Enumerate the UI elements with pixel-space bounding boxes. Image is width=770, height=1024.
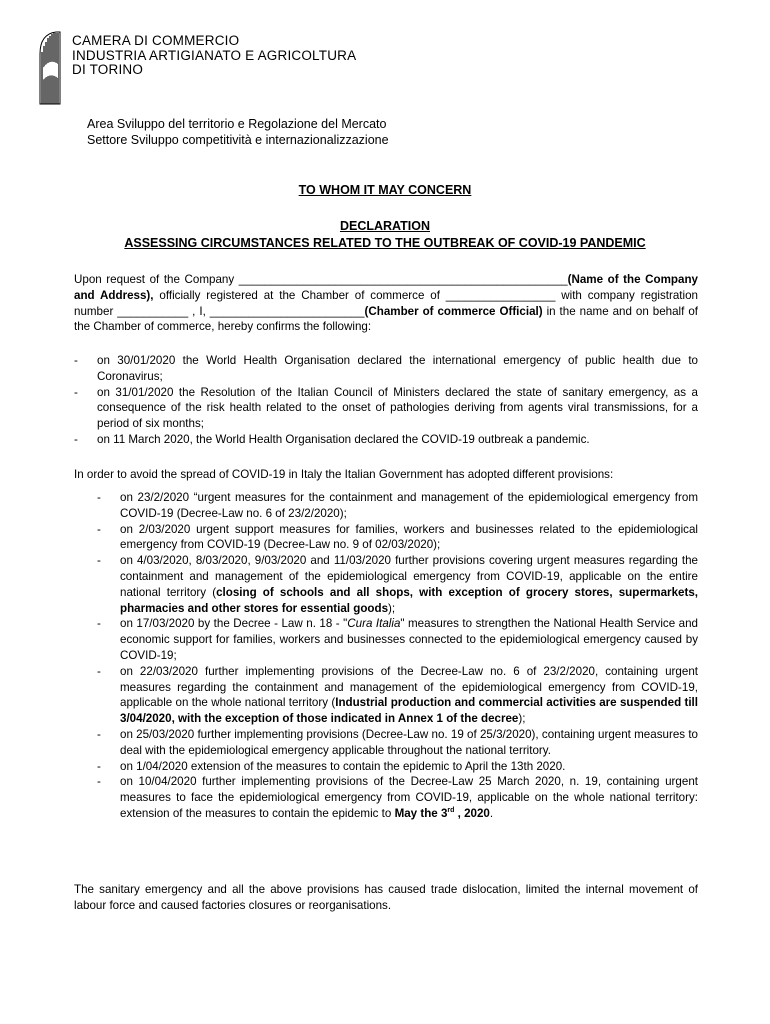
title-subtitle: ASSESSING CIRCUMSTANCES RELATED TO THE OUTBREAK OF COVID-19 PANDEMIC: [124, 236, 646, 250]
title-concern: TO WHOM IT MAY CONCERN: [298, 183, 472, 197]
provision-text: on 22/03/2020 further implementing provisions of the Decree-Law no. 6 of 23/2/2020, containing urgent measures regarding the containment and management of the epidemiological emergency from COVID-19, applicable on the whole national territory (: [120, 664, 698, 710]
provision-item: [97, 774, 698, 821]
provision-item: - on 2/03/2020 urgent support measures for families, workers and businesses related to the epidemiological emergency from COVID-19 (Decree-Law no. 9 of 02/03/2020);: [97, 522, 698, 554]
org-line-2: INDUSTRIA ARTIGIANATO E AGRICOLTURA: [72, 47, 357, 63]
date-text: May the 3: [394, 806, 448, 820]
fact-item: - on 31/01/2020 the Resolution of the Italian Council of Ministers declared the state of sanitary emergency, as a consequence of the risk health related to the onset of pathologies deriving from agents viral transmissions, for a period of six months;: [74, 385, 698, 432]
provision-bold: [395, 807, 490, 820]
provision-item: - on 23/2/2020 “urgent measures for the containment and management of the epidemiological emergency from COVID-19 (Decree-Law no. 6 of 23/2/2020);: [97, 490, 698, 522]
intro-text-1: Upon request of the Company ___________________________________________________: [74, 273, 568, 286]
provision-item: - on 1/04/2020 extension of the measures to contain the epidemic to April the 13th 2020.: [97, 759, 698, 775]
provision-text: on 17/03/2020 by the Decree - Law n. 18 - ": [120, 617, 348, 631]
provision-text: .: [489, 806, 494, 820]
organisation-name: [72, 34, 356, 78]
provision-text: );: [518, 712, 526, 726]
intro-text-2: officially registered at the Chamber of commerce of _________________ with company registration number ___________ , I, ________________________: [74, 288, 698, 318]
intro-paragraph: [74, 272, 698, 335]
official-label: (Chamber of commerce Official): [364, 304, 543, 318]
fact-item: - on 11 March 2020, the World Health Organisation declared the COVID-19 outbreak a pandemic.: [74, 432, 698, 448]
org-line-3: DI TORINO: [72, 62, 144, 77]
provision-text: );: [388, 601, 396, 615]
area-line-2: Settore Sviluppo competitività e internazionalizzazione: [87, 133, 389, 147]
provision-item: [97, 616, 698, 663]
facts-list: [74, 353, 698, 448]
provision-bold: Industrial production and commercial activities are suspended till 3/04/2020, with the exception of those indicated in Annex 1 of the decree: [120, 696, 698, 726]
org-line-1: CAMERA DI COMMERCIO: [72, 33, 240, 48]
provision-item: [97, 664, 698, 727]
date-suffix: rd: [447, 807, 455, 815]
closing-paragraph: The sanitary emergency and all the above provisions has caused trade dislocation, limited the internal movement of labour force and caused factories closures or reorganisations.: [74, 883, 698, 912]
provision-text: on 4/03/2020, 8/03/2020, 9/03/2020 and 11/03/2020 further provisions covering urgent measures regarding the containment and management of the epidemiological emergency from COVID-19, applicable on the entire national territory (: [120, 554, 698, 599]
fact-item: - on 30/01/2020 the World Health Organisation declared the international emergency of public health due to Coronavirus;: [74, 353, 698, 385]
intro-text-3: in the name and on behalf of the Chamber of commerce, hereby confirms the following:: [74, 304, 698, 334]
provision-italic: Cura Italia: [347, 617, 401, 631]
area-line-1: Area Sviluppo del territorio e Regolazione del Mercato: [87, 117, 387, 131]
provision-bold: closing of schools and all shops, with exception of grocery stores, supermarkets, pharmacies and other stores for essential goods: [120, 585, 698, 615]
chamber-logo-icon: [36, 28, 66, 108]
date-year: , 2020: [454, 806, 490, 820]
title-declaration: DECLARATION: [339, 219, 431, 233]
company-name-label: (Name of the Company and Address),: [74, 273, 698, 302]
provisions-list-block: [97, 490, 698, 822]
department-block: [87, 116, 389, 148]
facts-list-block: [74, 353, 698, 448]
provisions-intro: In order to avoid the spread of COVID-19 in Italy the Italian Government has adopted different provisions:: [74, 468, 614, 481]
provision-item: [97, 553, 698, 616]
provision-text: " measures to strengthen the National Health Service and economic support for families, workers and businesses connected to the epidemiological emergency caused by COVID-19;: [120, 617, 699, 662]
provision-text: on 10/04/2020 further implementing provisions of the Decree-Law 25 March 2020, n. 19, containing urgent measures to face the epidemiological emergency from COVID-19, applicable on the whole national territory: extension of the measures to contain the epidemic to: [120, 775, 698, 820]
provision-item: - on 25/03/2020 further implementing provisions (Decree-Law no. 19 of 25/3/2020), containing urgent measures to deal with the epidemiological emergency applicable throughout the national territory.: [97, 727, 698, 759]
provisions-list: [97, 490, 698, 822]
